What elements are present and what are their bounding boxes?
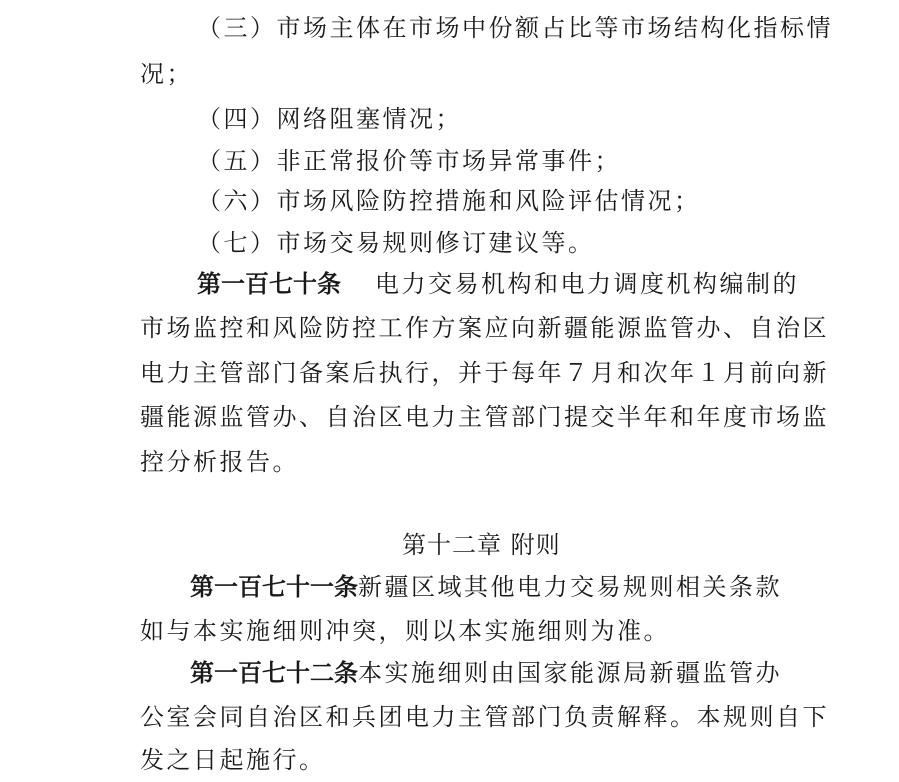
article-text: 本实施细则由国家能源局新疆监管办: [358, 659, 782, 687]
chapter-heading: 第十二章 附则: [402, 531, 561, 559]
list-item-7: [197, 227, 595, 259]
article-172-line-3: 发之日起施行。: [140, 746, 326, 774]
article-171-line-2: 如与本实施细则冲突，则以本实施细则为准。: [140, 617, 670, 645]
article-171: [190, 571, 782, 603]
article-text: 新疆区域其他电力交易规则相关条款: [358, 573, 782, 601]
list-marker: （四）: [197, 105, 277, 133]
list-marker: （五）: [197, 147, 277, 175]
article-172: [190, 657, 782, 689]
list-marker: （七）: [197, 229, 277, 257]
article-170-line-4: 疆能源监管办、自治区电力主管部门提交半年和年度市场监: [140, 403, 829, 431]
list-item-6: [197, 185, 701, 217]
article-label: 第一百七十条: [197, 270, 341, 298]
list-text: 网络阻塞情况；: [276, 105, 462, 133]
list-item-3: [197, 12, 833, 44]
list-marker: （三）: [197, 14, 277, 42]
list-item-4: [197, 103, 462, 135]
list-text: 市场交易规则修订建议等。: [276, 229, 595, 257]
list-marker: （六）: [197, 187, 277, 215]
article-170-line-3: 电力主管部门备案后执行，并于每年７月和次年１月前向新: [140, 359, 829, 387]
article-172-line-2: 公室会同自治区和兵团电力主管部门负责解释。本规则自下: [140, 703, 829, 731]
article-label: 第一百七十二条: [190, 659, 358, 687]
list-item-3-continuation: 况；: [140, 60, 193, 88]
list-text: 市场主体在市场中份额占比等市场结构化指标情: [276, 14, 833, 42]
list-text: 非正常报价等市场异常事件；: [276, 147, 621, 175]
article-text: 电力交易机构和电力调度机构编制的: [375, 270, 799, 298]
list-text: 市场风险防控措施和风险评估情况；: [276, 187, 701, 215]
article-170: [197, 268, 799, 300]
article-170-line-2: 市场监控和风险防控工作方案应向新疆能源监管办、自治区: [140, 314, 829, 342]
article-label: 第一百七十一条: [190, 573, 358, 601]
list-item-5: [197, 145, 621, 177]
article-170-line-5: 控分析报告。: [140, 448, 299, 476]
